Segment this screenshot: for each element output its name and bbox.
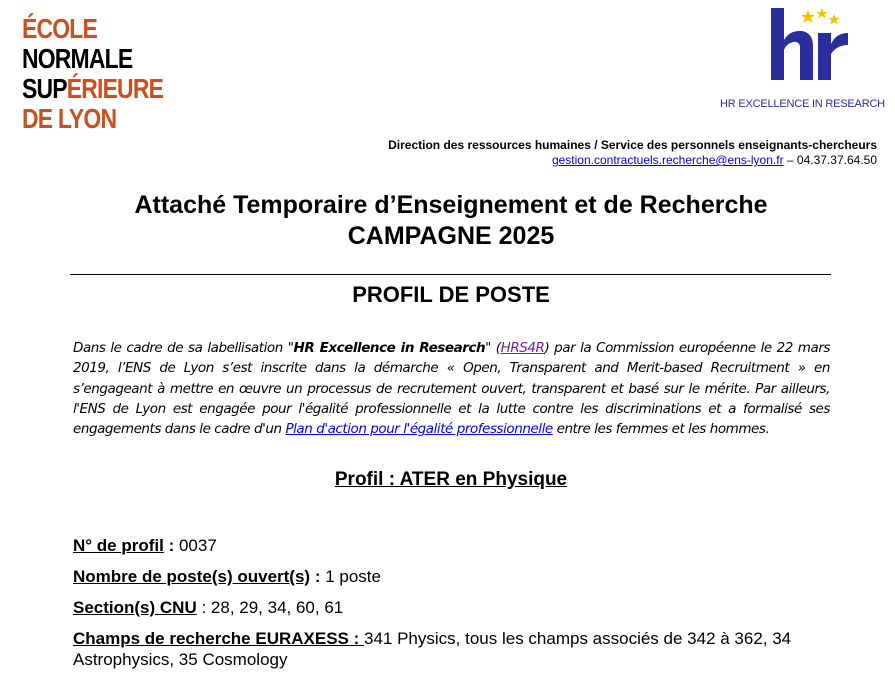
intro-text-1: Dans le cadre de sa labellisation " — [73, 340, 294, 356]
intro-text-3: ) par la Commission européenne le 22 mars 2019, l’ENS de Lyon s’est inscrite dans la démarche « Open, Transparent and Merit-based Recruitment » en s’engageant à mettre en œuvre un processus de recrutement ouvert, transparent et basé sur le mérite. Par ailleurs, l'ENS de Lyon est engagée pour l'égalité professionnelle et la lutte contre les discriminations et a formalisé ses engagements dans le cadre d'un — [73, 340, 831, 438]
field-label: Section(s) CNU — [73, 598, 197, 617]
department-line: Direction des ressources humaines / Service des personnels enseignants-chercheurs — [388, 138, 877, 152]
hrs4r-link[interactable]: HRS4R — [500, 340, 545, 356]
logo-line-3-black: SUP — [22, 73, 67, 104]
field-value: 1 poste — [325, 567, 381, 586]
field-label: Champs de recherche EURAXESS — [73, 629, 354, 648]
ens-lyon-logo — [22, 14, 194, 134]
field-value: 0037 — [178, 536, 217, 555]
field-separator: : — [163, 536, 179, 555]
field-value: 341 Physics, tous les champs associés de 342 à 362, 34 Astrophysics, 35 Cosmology — [73, 629, 792, 669]
profil-heading: PROFIL DE POSTE — [352, 282, 550, 307]
contact-separator: – — [783, 153, 797, 167]
intro-paragraph — [73, 338, 830, 439]
contact-line — [552, 153, 877, 167]
field-postes-count — [73, 566, 381, 587]
field-label: Nombre de poste(s) ouvert(s) — [73, 567, 311, 586]
field-separator: : — [196, 598, 211, 617]
field-label: N° de profil — [73, 536, 164, 555]
intro-text-2: " ( — [485, 340, 501, 356]
field-cnu-sections — [73, 597, 343, 618]
equality-plan-link[interactable]: Plan d'action pour l'égalité professionnelle — [285, 421, 553, 438]
hr-logo-mark-icon — [712, 6, 882, 96]
field-euraxess — [73, 628, 863, 670]
title-line-1: Attaché Temporaire d’Enseignement et de Recherche — [134, 191, 768, 219]
field-value: 28, 29, 34, 60, 61 — [210, 598, 344, 617]
logo-line-2: NORMALE — [22, 43, 133, 74]
field-profil-number — [73, 535, 217, 556]
intro-hr-label: HR Excellence in Research — [293, 340, 486, 356]
hr-logo-tagline: HR EXCELLENCE IN RESEARCH — [720, 98, 885, 110]
profile-subheading: Profil : ATER en Physique — [334, 469, 568, 490]
title-divider — [70, 274, 831, 275]
logo-line-4: DE LYON — [22, 103, 117, 134]
field-separator: : — [310, 567, 326, 586]
field-separator: : — [353, 629, 364, 648]
logo-line-3-orange: ÉRIEURE — [66, 73, 164, 104]
page-title — [0, 190, 895, 252]
hr-excellence-logo — [712, 6, 885, 112]
contact-email-link[interactable]: gestion.contractuels.recherche@ens-lyon.fr — [551, 153, 784, 167]
title-line-2: CAMPAGNE 2025 — [347, 222, 555, 250]
logo-line-1: ÉCOLE — [22, 13, 98, 44]
logo-line-3 — [22, 74, 163, 104]
contact-phone: 04.37.37.64.50 — [796, 153, 877, 167]
intro-text-4: entre les femmes et les hommes. — [552, 421, 770, 438]
